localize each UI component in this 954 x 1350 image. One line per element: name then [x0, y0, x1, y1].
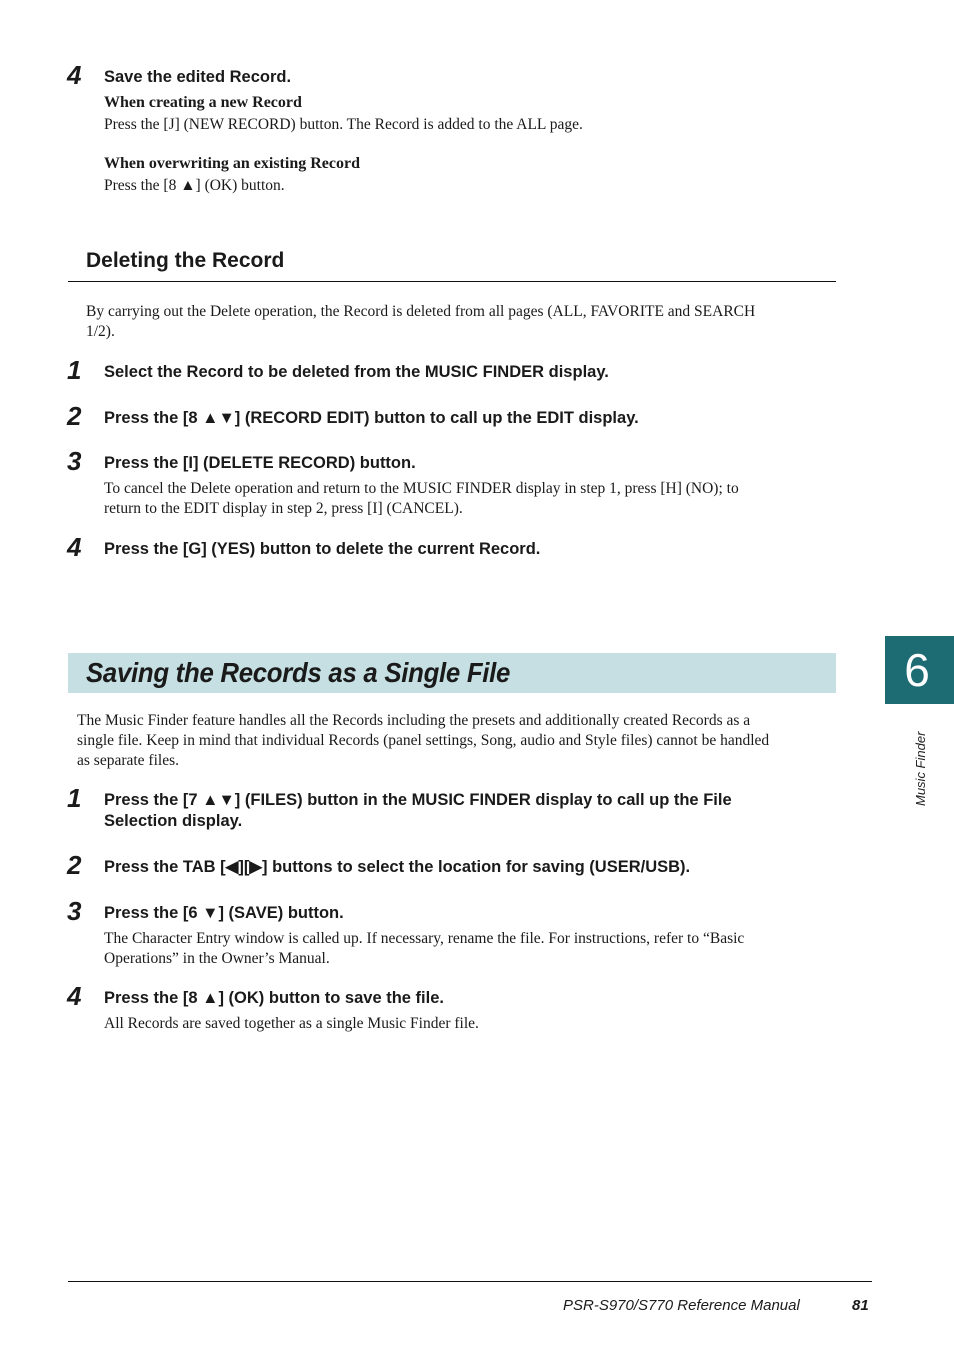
saving-intro-line1: The Music Finder feature handles all the Records including the presets and additionally created Records as a — [77, 712, 751, 729]
step-text: Press the [G] (YES) button to delete the current Record. — [104, 540, 541, 558]
section-heading-saving: Saving the Records as a Single File — [86, 657, 511, 688]
step-text: Press the [I] (DELETE RECORD) button. — [104, 454, 416, 472]
deleting-intro-line1: By carrying out the Delete operation, the Record is deleted from all pages (ALL, FAVORITE and SEARCH — [86, 303, 756, 320]
deleting-intro-line2: 1/2). — [86, 323, 115, 340]
step-number: 4 — [67, 60, 82, 90]
body-overwrite: Press the [8 ▲] (OK) button. — [104, 177, 285, 194]
step-number: 3 — [67, 446, 82, 476]
footer-manual-title: PSR-S970/S770 Reference Manual — [563, 1297, 800, 1314]
footer-rule — [68, 1281, 872, 1282]
page-number: 81 — [852, 1297, 869, 1314]
heading-rule — [68, 281, 836, 282]
step-number: 3 — [67, 896, 82, 926]
step-number: 2 — [67, 401, 82, 431]
saving-intro-line2: single file. Keep in mind that individual Records (panel settings, Song, audio and Style files) cannot be handled — [77, 732, 770, 749]
step-text: Select the Record to be deleted from the MUSIC FINDER display. — [104, 363, 609, 381]
step-number: 2 — [67, 850, 82, 880]
step-text: Press the TAB [◀][▶] buttons to select the location for saving (USER/USB). — [104, 858, 691, 876]
step-text-line2: Selection display. — [104, 812, 243, 830]
subheading-overwrite: When overwriting an existing Record — [104, 155, 360, 172]
step-text-line1: Press the [7 ▲▼] (FILES) button in the MUSIC FINDER display to call up the File — [104, 791, 732, 809]
step-number: 4 — [67, 981, 82, 1011]
step-number: 4 — [67, 532, 82, 562]
subheading-new-record: When creating a new Record — [104, 94, 302, 111]
step-body-line1: The Character Entry window is called up. If necessary, rename the file. For instructions, refer to “Basic — [104, 930, 745, 947]
step-text: Press the [8 ▲▼] (RECORD EDIT) button to call up the EDIT display. — [104, 409, 639, 427]
step-body-line1: To cancel the Delete operation and return to the MUSIC FINDER display in step 1, press [H] (NO); to — [104, 480, 739, 497]
step-number: 1 — [67, 355, 82, 385]
step-body-line1: All Records are saved together as a single Music Finder file. — [104, 1015, 479, 1032]
step-number: 1 — [67, 783, 82, 813]
step-text: Press the [8 ▲] (OK) button to save the file. — [104, 989, 444, 1007]
body-new-record: Press the [J] (NEW RECORD) button. The Record is added to the ALL page. — [104, 116, 583, 133]
saving-intro-line3: as separate files. — [77, 752, 179, 769]
step-body-line2: Operations” in the Owner’s Manual. — [104, 950, 330, 967]
chapter-label: Music Finder — [913, 731, 928, 806]
step-text: Press the [6 ▼] (SAVE) button. — [104, 904, 344, 922]
step-body-line2: return to the EDIT display in step 2, press [I] (CANCEL). — [104, 500, 463, 517]
chapter-number: 6 — [904, 644, 930, 696]
step-text: Save the edited Record. — [104, 68, 292, 86]
section-heading-deleting: Deleting the Record — [86, 249, 285, 272]
chapter-tab — [885, 636, 954, 704]
